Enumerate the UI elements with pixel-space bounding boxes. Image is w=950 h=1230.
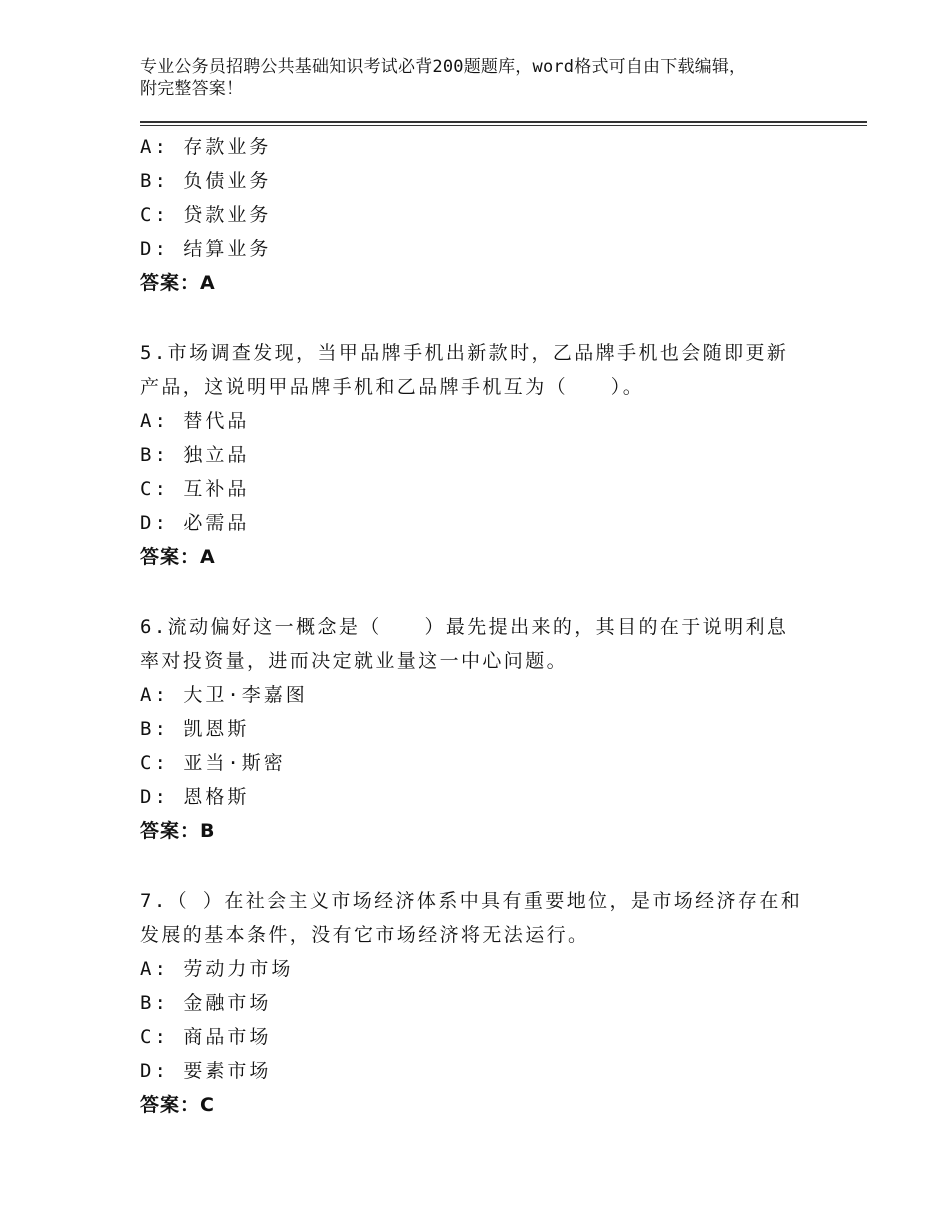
option-b: B: 金融市场 (140, 992, 272, 1014)
question-text-line: 产品，这说明甲品牌手机和乙品牌手机互为（ ）。 (140, 376, 645, 398)
block-spacer (140, 848, 840, 884)
question-block (140, 336, 840, 574)
option-c: C: 互补品 (140, 478, 250, 500)
header-rule-thick (140, 121, 867, 123)
header-rule-thin (140, 125, 867, 126)
answer-label: 答案：C (140, 1094, 215, 1116)
option-c: C: 贷款业务 (140, 204, 272, 226)
answer-label: 答案：A (140, 272, 216, 294)
option-d: D: 恩格斯 (140, 786, 250, 808)
header-line-1: 专业公务员招聘公共基础知识考试必背200题题库，word格式可自由下载编辑， (140, 57, 747, 77)
option-a: A: 劳动力市场 (140, 958, 294, 980)
block-spacer (140, 574, 840, 610)
question-block (140, 610, 840, 848)
option-d: D: 结算业务 (140, 238, 272, 260)
option-a: A: 存款业务 (140, 136, 272, 158)
option-d: D: 必需品 (140, 512, 250, 534)
answer-label: 答案：A (140, 546, 216, 568)
block-spacer (140, 300, 840, 336)
option-b: B: 独立品 (140, 444, 250, 466)
question-text-line: 发展的基本条件，没有它市场经济将无法运行。 (140, 924, 590, 946)
page-header (140, 56, 820, 100)
answer-label: 答案：B (140, 820, 216, 842)
option-c: C: 亚当·斯密 (140, 752, 286, 774)
question-text-line: 6.流动偏好这一概念是（ ）最先提出来的，其目的在于说明利息 (140, 616, 789, 638)
header-line-2: 附完整答案！ (140, 79, 244, 99)
option-c: C: 商品市场 (140, 1026, 272, 1048)
option-b: B: 负债业务 (140, 170, 272, 192)
question-text-line: 7.（ ）在社会主义市场经济体系中具有重要地位，是市场经济存在和 (140, 890, 803, 912)
question-block (140, 884, 840, 1122)
question-list (140, 130, 840, 1122)
option-a: A: 大卫·李嘉图 (140, 684, 308, 706)
question-text-line: 5.市场调查发现，当甲品牌手机出新款时，乙品牌手机也会随即更新 (140, 342, 789, 364)
option-a: A: 替代品 (140, 410, 250, 432)
question-block (140, 130, 840, 300)
option-b: B: 凯恩斯 (140, 718, 250, 740)
option-d: D: 要素市场 (140, 1060, 272, 1082)
question-text-line: 率对投资量，进而决定就业量这一中心问题。 (140, 650, 569, 672)
